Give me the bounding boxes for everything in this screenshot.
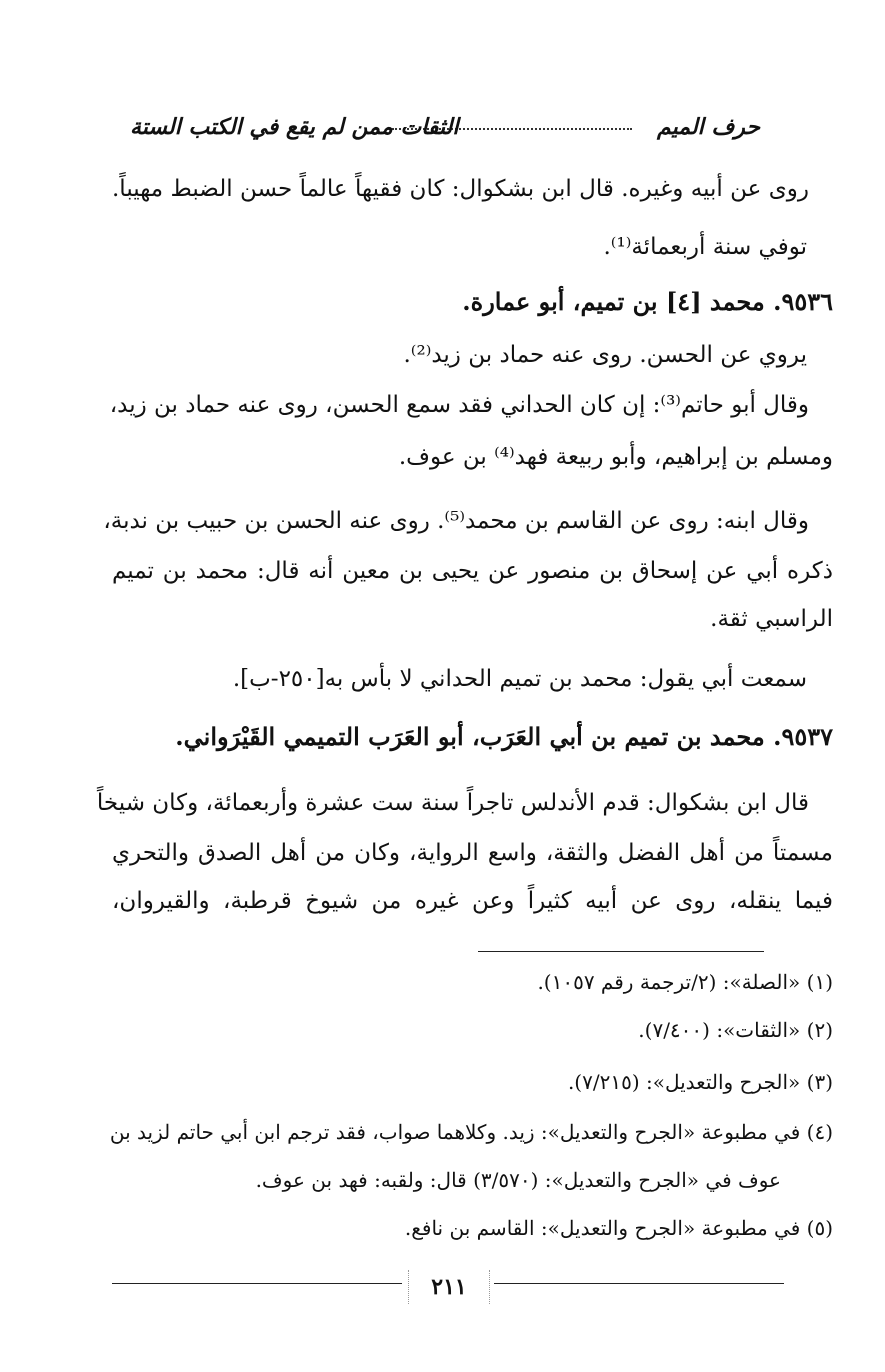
chapter-title: حرف الميم — [656, 114, 760, 140]
footnote-continuation: عوف في «الجرح والتعديل»: (٣/٥٧٠) قال: ولقبه: فهد بن عوف. — [255, 1168, 781, 1192]
body-line: قال ابن بشكوال: قدم الأندلس تاجراً سنة ست عشرة وأربعمائة، وكان شيخاً — [96, 790, 809, 816]
running-header — [130, 114, 760, 144]
body-line: فيما ينقله، روى عن أبيه كثيراً وعن غيره من شيوخ قرطبة، والقيروان، — [112, 888, 833, 914]
footnote: (٥) في مطبوعة «الجرح والتعديل»: القاسم بن نافع. — [404, 1216, 833, 1240]
body-line: وقال أبو حاتم⁽³⁾: إن كان الحداني فقد سمع الحسن، روى عنه حماد بن زيد، — [109, 392, 809, 418]
body-line: روى عن أبيه وغيره. قال ابن بشكوال: كان فقيهاً عالماً حسن الضبط مهيباً. — [112, 176, 809, 202]
body-line: الراسبي ثقة. — [710, 606, 833, 632]
body-line: ومسلم بن إبراهيم، وأبو ربيعة فهد⁽⁴⁾ بن عوف. — [398, 444, 833, 470]
footnote: (٣) «الجرح والتعديل»: (٧/٢١٥). — [567, 1070, 833, 1094]
body-line: ذكره أبي عن إسحاق بن منصور عن يحيى بن معين أنه قال: محمد بن تميم — [112, 558, 833, 584]
entry-heading-9536: ٩٥٣٦. محمد [٤] بن تميم، أبو عمارة. — [462, 287, 833, 316]
bottom-rule-left — [112, 1283, 402, 1284]
footnote-separator — [478, 951, 764, 952]
bottom-rule-right — [494, 1283, 784, 1284]
footnote: (١) «الصلة»: (٢/ترجمة رقم ١٠٥٧). — [537, 970, 833, 994]
page-number: ٢١١ — [408, 1270, 490, 1304]
entry-heading-9537: ٩٥٣٧. محمد بن تميم بن أبي العَرَب، أبو العَرَب التميمي القَيْرَواني. — [175, 722, 833, 751]
body-line: سمعت أبي يقول: محمد بن تميم الحداني لا بأس به[٢٥٠-ب]. — [232, 666, 807, 692]
body-line: وقال ابنه: روى عن القاسم بن محمد⁽⁵⁾. روى عنه الحسن بن حبيب بن ندبة، — [103, 508, 809, 534]
footnote: (٢) «الثقات»: (٧/٤٠٠). — [638, 1018, 833, 1042]
running-title: الثقات ممن لم يقع في الكتب الستة — [130, 114, 459, 140]
footnote: (٤) في مطبوعة «الجرح والتعديل»: زيد. وكلاهما صواب، فقد ترجم ابن أبي حاتم لزيد بن — [109, 1120, 833, 1144]
body-line: توفي سنة أربعمائة⁽¹⁾. — [603, 234, 807, 260]
body-line: يروي عن الحسن. روى عنه حماد بن زيد⁽²⁾. — [403, 342, 807, 368]
body-line: مسمتاً من أهل الفضل والثقة، واسع الرواية، وكان من أهل الصدق والتحري — [112, 840, 834, 866]
